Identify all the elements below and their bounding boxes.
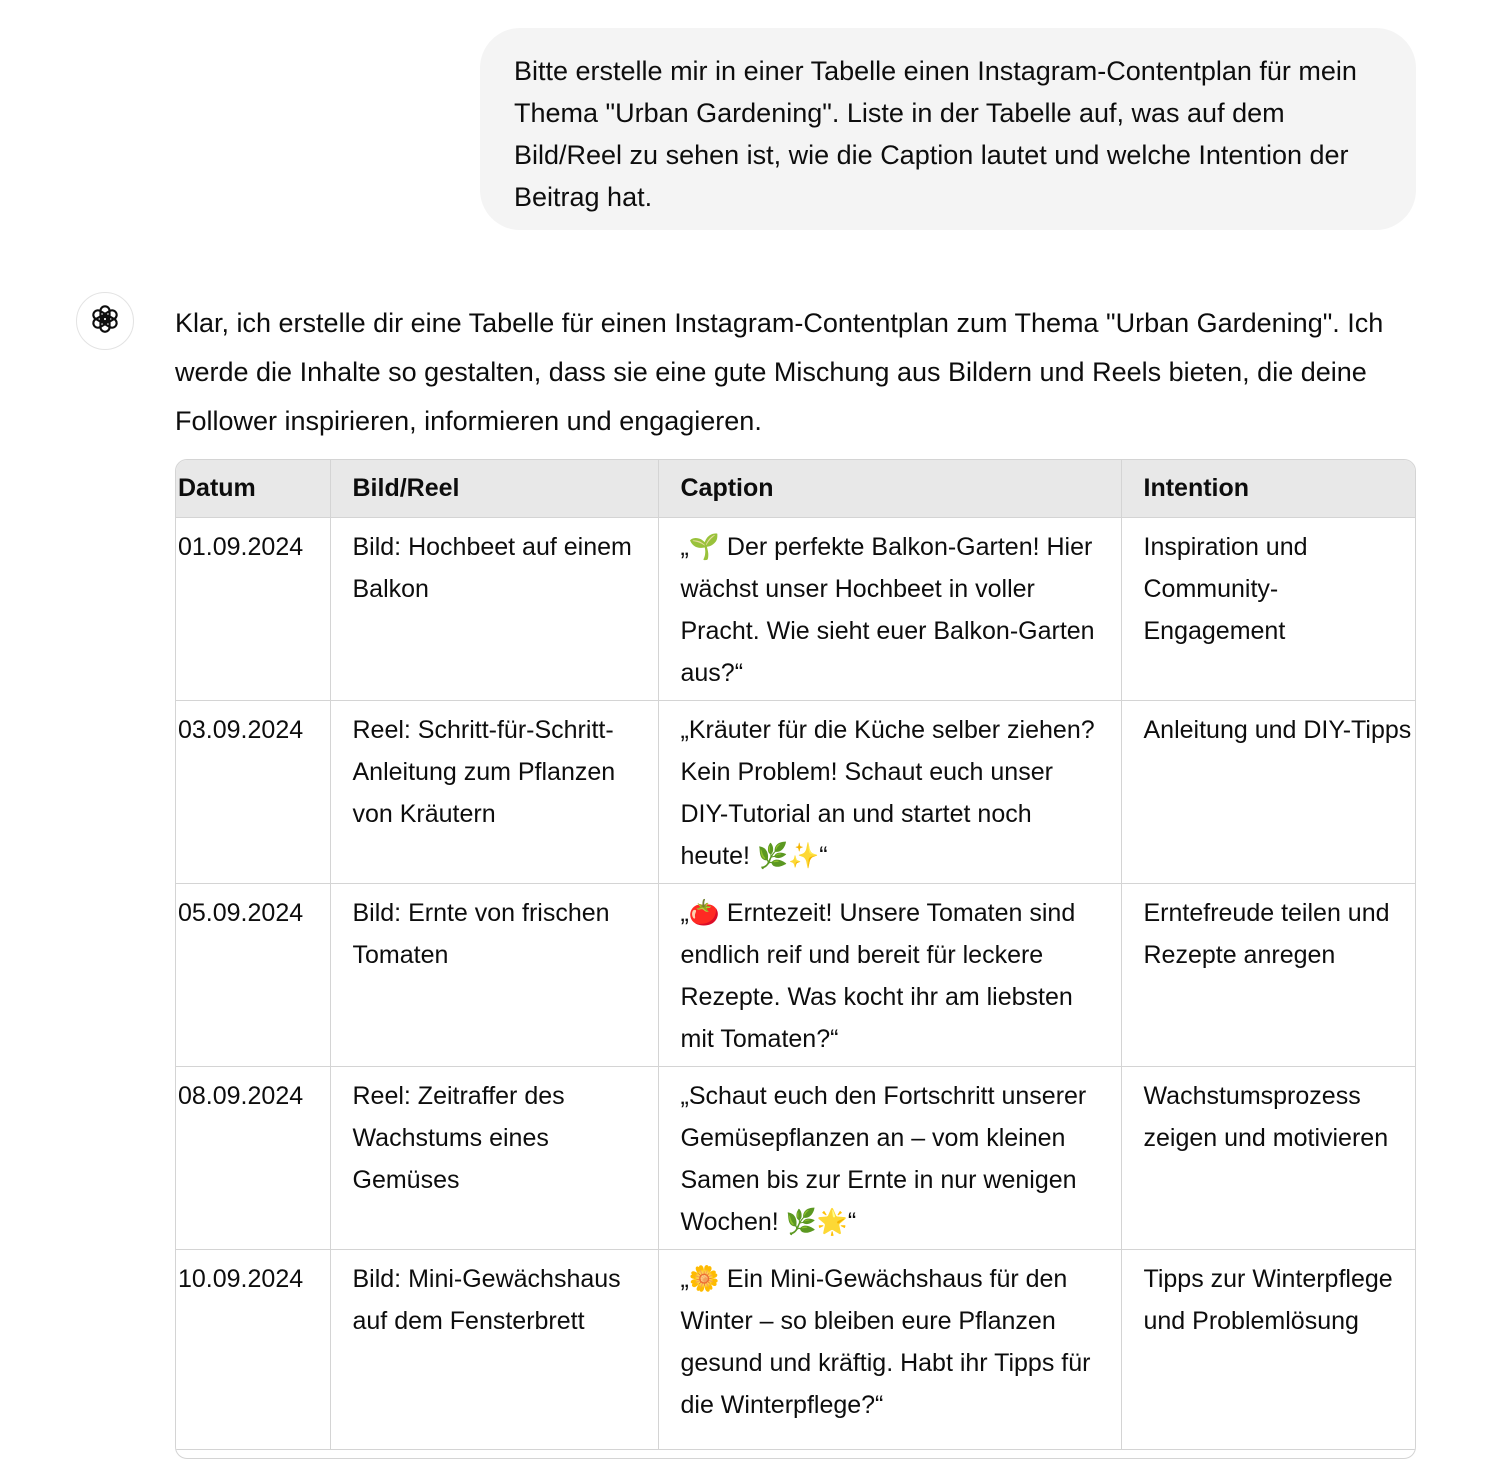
cell-caption: „Kräuter für die Küche selber ziehen? Kein Problem! Schaut euch unser DIY-Tutorial an und startet noch heute! 🌿✨“ [658, 700, 1121, 883]
user-message-text: Bitte erstelle mir in einer Tabelle einen Instagram-Contentplan für mein Thema "Urban Gardening". Liste in der Tabelle auf, was auf dem Bild/Reel zu sehen ist, wie die Caption lautet und welche Intention der Beitrag hat. [514, 56, 1357, 212]
table-row [176, 1066, 1416, 1249]
cell-intention: Erntefreude teilen und Rezepte anregen [1121, 883, 1416, 1066]
cell-caption: „🌼 Ein Mini-Gewächshaus für den Winter – so bleiben eure Pflanzen gesund und kräftig. Habt ihr Tipps für die Winterpflege?“ [658, 1249, 1121, 1449]
openai-logo-icon [88, 302, 122, 341]
cell-caption: „🌱 Der perfekte Balkon-Garten! Hier wächst unser Hochbeet in voller Pracht. Wie sieht euer Balkon-Garten aus?“ [658, 517, 1121, 700]
cell-datum: 08.09.2024 [176, 1066, 330, 1249]
table-row [176, 700, 1416, 883]
table-row [176, 517, 1416, 700]
table-row [176, 1249, 1416, 1449]
table-header-row [176, 460, 1416, 517]
header-bild-reel: Bild/Reel [330, 460, 658, 517]
cell-datum: 05.09.2024 [176, 883, 330, 1066]
cell-intention: Tipps zur Winterpflege und Problemlösung [1121, 1249, 1416, 1449]
cell-bild-reel: Bild: Ernte von frischen Tomaten [330, 883, 658, 1066]
cell-datum: 01.09.2024 [176, 517, 330, 700]
cell-bild-reel: Reel: Schritt-für-Schritt-Anleitung zum Pflanzen von Kräutern [330, 700, 658, 883]
cell-caption: „🍅 Erntezeit! Unsere Tomaten sind endlich reif und bereit für leckere Rezepte. Was kocht ihr am liebsten mit Tomaten?“ [658, 883, 1121, 1066]
cell-bild-reel: Reel: Zeitraffer des Wachstums eines Gemüses [330, 1066, 658, 1249]
content-plan-table-container [175, 459, 1416, 1459]
content-plan-table [176, 460, 1416, 1450]
assistant-avatar [76, 292, 134, 350]
cell-datum: 10.09.2024 [176, 1249, 330, 1449]
cell-caption: „Schaut euch den Fortschritt unserer Gemüsepflanzen an – vom kleinen Samen bis zur Ernte in nur wenigen Wochen! 🌿🌟“ [658, 1066, 1121, 1249]
cell-bild-reel: Bild: Hochbeet auf einem Balkon [330, 517, 658, 700]
cell-datum: 03.09.2024 [176, 700, 330, 883]
table-row [176, 883, 1416, 1066]
cell-bild-reel: Bild: Mini-Gewächshaus auf dem Fensterbrett [330, 1249, 658, 1449]
header-datum: Datum [176, 460, 330, 517]
header-caption: Caption [658, 460, 1121, 517]
cell-intention: Wachstumsprozess zeigen und motivieren [1121, 1066, 1416, 1249]
cell-intention: Anleitung und DIY-Tipps [1121, 700, 1416, 883]
assistant-intro-text: Klar, ich erstelle dir eine Tabelle für einen Instagram-Contentplan zum Thema "Urban Gardening". Ich werde die Inhalte so gestalten, dass sie eine gute Mischung aus Bildern und Reels bieten, die deine Follower inspirieren, informieren und engagieren. [175, 308, 1384, 436]
cell-intention: Inspiration und Community-Engagement [1121, 517, 1416, 700]
header-intention: Intention [1121, 460, 1416, 517]
user-message-bubble [480, 28, 1416, 230]
